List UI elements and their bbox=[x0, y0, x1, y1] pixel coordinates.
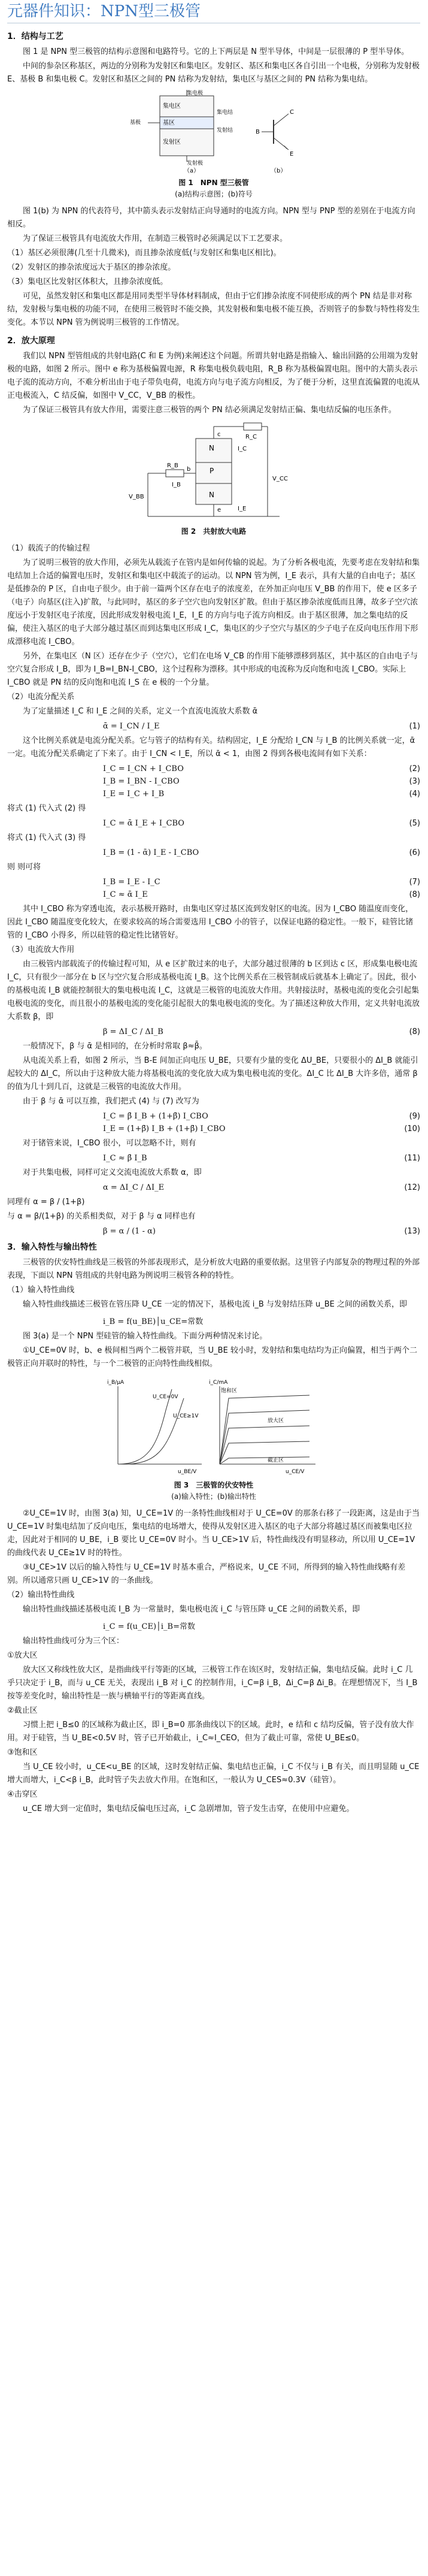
paragraph: 由三极管内部载流子的传输过程可知，从 e 区扩散过来的电子，大部分越过很薄的 b 区到达 c 区，形成集电极电流 I_C，只有很少一部分在 b 区与空穴复合形成基极电流 I_B。这个比例关系在三极管制成后就基本上确定了。因此，很小的基极电流 I_B 就能控制很大的集电极电流 I_C，这就是三极管的电流放大作用。共射接法时，基极电流的变化会引起集电极电流的变化，而且很小的基极电流的变化能引起很大的集电极电流的变化。为了描述这种放大作用，定义共射电流放大系数 β，即 bbox=[7, 960, 420, 1021]
subheading: （2）电流分配关系 bbox=[7, 693, 75, 702]
diagram-label: C bbox=[290, 109, 294, 116]
figure-2 bbox=[7, 421, 420, 536]
figure-caption: 图 3 三极管的伏安特性 bbox=[174, 1481, 254, 1489]
equation: i_C = f(u_CE)│i_B=常数 bbox=[103, 1622, 195, 1631]
axis-label: u_BE/V bbox=[178, 1469, 197, 1475]
equation: I_B = I_BN - I_CBO (3) bbox=[103, 777, 420, 786]
subheading: ③饱和区 bbox=[7, 1748, 38, 1757]
diagram-label: 发射极 bbox=[187, 161, 204, 167]
paragraph: 为了保证三极管具有放大作用，需要注意三极管的两个 PN 结必须满足发射结正偏、集电结反偏的电压条件。 bbox=[23, 406, 396, 415]
diagram-label: E bbox=[290, 151, 294, 158]
paragraph: 三极管的伏安特性曲线是三极管的外部表现形式，是分析放大电路的重要依据。这里管子内部复杂的物理过程的外部表现，下面以 NPN 管组成的共射电路为例说明三极管各种的特性。 bbox=[7, 1258, 420, 1280]
paragraph: 图 3(a) 是一个 NPN 型硅管的输入特性曲线。下面分两种情况来讨论。 bbox=[23, 1332, 268, 1341]
equation: I_C ≈ ᾱ I_E (8) bbox=[103, 890, 420, 899]
diagram-label: V_CC bbox=[272, 476, 288, 482]
paragraph: ②U_CE=1V 时，由图 3(a) 知，U_CE=1V 的一条特性曲线相对于 U_CE=0V 的那条右移了一段距离，这是由于当 U_CE=1V 时集电结加了反向电压，集电结的电场增大，使得从发射区进入基区的电子大部分将越过基区而被集电区拉走，因此对于相同的 U_BE，i_B 要比 U_CE=0V 时小。当 U_CE>1V 后，特性曲线没有明显移动，所以用 U_CE=1V 的曲线代表 U_CE≥1V 时的特性。 bbox=[7, 1509, 420, 1558]
common-emitter-circuit bbox=[124, 421, 303, 522]
diagram-label: b bbox=[187, 466, 191, 473]
paragraph: 可见，虽然发射区和集电区都是用同类型半导体材料制成，但由于它们掺杂浓度不同使形成的两个 PN 结是非对称结，发射极与集电极的功能不同，在使用三极管时不能交换，其发射极和集电极不能互换，否则管子的参数与特性将发生变化。本节以 NPN 管为例说明三极管的工作情况。 bbox=[7, 292, 420, 327]
subheading: ②截止区 bbox=[7, 1706, 38, 1715]
paragraph: 对于共集电极，同样可定义交流电流放大系数 α，即 bbox=[23, 1168, 202, 1177]
equation: β = α / (1 - α) (13) bbox=[103, 1227, 420, 1236]
equation: I_C = ᾱ I_E + I_CBO (5) bbox=[103, 819, 420, 828]
diagram-label: 集电极 bbox=[187, 90, 204, 96]
diagram-label: B bbox=[256, 129, 260, 135]
article-content bbox=[7, 25, 420, 1817]
axis-label: u_CE/V bbox=[286, 1469, 305, 1475]
input-characteristic-plot bbox=[107, 1380, 202, 1475]
diagram-label: 发射区 bbox=[163, 139, 181, 146]
npn-symbol bbox=[256, 109, 294, 174]
figure-1 bbox=[7, 90, 420, 199]
paragraph: 从电流关系上看，如图 2 所示，当 B-E 间加正向电压 U_BE，只要有少量的变化 ΔU_BE，只要很小的 ΔI_B 就能引起较大的 ΔI_C，所以由于这种放大能力将基极电流的变化放大成为集电极电流的变化。ΔI_C 比 ΔI_B 大许多倍，通常 β 的值为几十到几百，这就是三极管的电流放大作用。 bbox=[7, 1056, 418, 1092]
paragraph: 这个比例关系就是电流分配关系。它与管子的结构有关。结构固定，I_E 分配给 I_CN 与 I_B 的比例关系就一定，ᾱ 一定。电流分配关系确定了下来了。由于 I_CN < I_E，所以 ᾱ < 1，由图 2 得到各极电流间有如下关系： bbox=[7, 736, 415, 758]
paragraph: 一般情况下，β 与 ᾱ 是相同的，在分析时常取 β≈β̄。 bbox=[23, 1042, 207, 1051]
diagram-label: 集电结 bbox=[217, 110, 233, 116]
paragraph: 习惯上把 i_B≤0 的区域称为截止区，即 i_B=0 那条曲线以下的区域。此时，e 结和 c 结均反偏，管子没有放大作用。对于硅管，当 U_BE<0.5V 时，管子已开始截止，i_C≈I_CEO，但为了截止可靠，常使 U_BE≤0。 bbox=[7, 1721, 414, 1743]
equation: i_B = f(u_BE)│u_CE=常数 bbox=[103, 1317, 204, 1326]
page-title: 元器件知识：NPN型三极管 bbox=[7, 0, 420, 23]
equation: I_C = β̄ I_B + (1+β̄) I_CBO (9) bbox=[103, 1112, 420, 1121]
list-item: （1）基区必须很薄(几至十几微米)，而且掺杂浓度低(与发射区和集电区相比)。 bbox=[7, 249, 281, 258]
diagram-label: R_C bbox=[245, 434, 257, 440]
equation: I_B = I_E - I_C (7) bbox=[103, 878, 420, 887]
paragraph: 同理有 α = β / (1+β) bbox=[7, 1198, 85, 1207]
subheading: （3）电流放大作用 bbox=[7, 945, 75, 954]
paragraph: 中间的参杂区称基区，两边的分别称为发射区和集电区。发射区、基区和集电区各自引出一个电极，分别称为发射极 E、基极 B 和集电极 C。发射区和基区之间的 PN 结称为发射结，集电区与基区之间的 PN 结称为集电结。 bbox=[7, 62, 420, 84]
section-heading-amplification: 2．放大原理 bbox=[7, 336, 55, 346]
paragraph: 为了定量描述 I_C 和 I_E 之间的关系，定义一个直流电流放大系数 ᾱ bbox=[23, 707, 258, 716]
diagram-label: 基区 bbox=[163, 120, 175, 126]
paragraph: 其中 I_CBO 称为穿透电流，表示基极开路时，由集电区穿过基区流到发射区的电流。因为 I_CBO 随温度而变化，因此 I_CBO 随温度变化较大，在要求较高的场合需要选用 I_CBO 小的管子，以保证电路的稳定性。一般下，硅管比锗管的 I_CBO 小得多，所以硅管的稳定性比锗管好。 bbox=[7, 905, 414, 940]
diagram-label: e bbox=[217, 507, 221, 513]
iv-characteristics bbox=[106, 1374, 321, 1476]
paragraph: 我们以 NPN 型管组成的共射电路(C 和 E 为例)来阐述这个问题。所谓共射电路是指输入、输出回路的公用端为发射极的电路，如图 2 所示。图中 e 称为基极偏置电源，R 称集电极负载电阻，R_B 称为基极偏置电阻。图中的大箭头表示电子流的流动方向，不难分析出由于电子带负电荷，电流方向与电子流方向相反，为了便于分析，这里直流偏置的电流从正电极流入，C 结反偏，如图中 V_CC，V_BB 的极性。 bbox=[7, 352, 420, 400]
paragraph: ①U_CE=0V 时，b、e 极间相当两个二极管并联，当 U_BE 较小时，发射结和集电结均为正向偏置，相当于两个二极管正向并联时的特性，与一个二极管的正向特性曲线相似。 bbox=[7, 1346, 417, 1368]
diagram-label: 发射结 bbox=[217, 128, 233, 134]
paragraph: 将式 (1) 代入式 (3) 得 bbox=[7, 833, 86, 842]
curve-label: U_CE=0V bbox=[153, 1394, 178, 1400]
figure-caption: 图 2 共射放大电路 bbox=[181, 527, 247, 536]
paragraph: 则 则可将 bbox=[7, 863, 41, 872]
diagram-label: N bbox=[209, 444, 214, 452]
equation: I_B = (1 - ᾱ) I_E - I_CBO (6) bbox=[103, 848, 420, 857]
paragraph: 另外，在集电区（N 区）还存在少子（空穴），它们在电场 V_CB 的作用下能够漂移到基区，其中基区的自由电子与空穴复合形成 I_B，即为 I_B=I_BN-I_CBO，这个过程称为漂移。其中形成的电流称为反向饱和电流 I_CBO。实际上 I_CBO 就是 PN 结的反向饱和电流 I_S 在 e 极的一个分量。 bbox=[7, 652, 418, 687]
region-label: 饱和区 bbox=[221, 1388, 238, 1394]
paragraph: u_CE 增大到一定值时，集电结反偏电压过高，i_C 急剧增加，管子发生击穿，在使用中应避免。 bbox=[23, 1804, 354, 1813]
equation: I_E = I_C + I_B (4) bbox=[103, 790, 420, 799]
diagram-label: I_E bbox=[238, 506, 247, 512]
diagram-label: 集电区 bbox=[163, 103, 181, 110]
region-label: 截止区 bbox=[268, 1458, 284, 1464]
subheading: ④击穿区 bbox=[7, 1790, 38, 1799]
equation: I_C ≈ β̄ I_B (11) bbox=[103, 1154, 420, 1163]
npn-structure-diagram bbox=[118, 90, 309, 174]
region-label: 放大区 bbox=[268, 1418, 284, 1424]
figure-caption: 图 1 NPN 型三极管 bbox=[178, 179, 249, 187]
diagram-sub-label: （b） bbox=[271, 168, 287, 174]
diagram-label: N bbox=[209, 491, 214, 499]
subheading: （1）输入特性曲线 bbox=[7, 1286, 75, 1295]
diagram-label: I_B bbox=[172, 482, 181, 488]
subheading: ①放大区 bbox=[7, 1651, 38, 1660]
paragraph: 图 1(b) 为 NPN 的代表符号，其中箭头表示发射结正向导通时的电流方向。NPN 型与 PNP 型的差别在于电流方向相反。 bbox=[7, 207, 415, 229]
curve-label: U_CE≥1V bbox=[173, 1413, 199, 1419]
diagram-label: R_B bbox=[167, 462, 178, 469]
section-heading-characteristics: 3．输入特性与输出特性 bbox=[7, 1242, 97, 1252]
paragraph: 输入特性曲线描述三极管在管压降 U_CE 一定的情况下，基极电流 i_B 与发射结压降 u_BE 之间的函数关系，即 bbox=[23, 1300, 408, 1309]
list-item: （2）发射区的掺杂浓度远大于基区的掺杂浓度。 bbox=[7, 263, 176, 272]
paragraph: 对于锗管来说，I_CBO 很小，可以忽略不计，则有 bbox=[23, 1139, 196, 1148]
paragraph: 为了说明三极管的放大作用，必须先从载流子在管内是如何传输的说起。为了分析各极电流，先要考虑在发射结和集电结加上合适的偏置电压时，发射区和集电区中载流子的运动。以 NPN 管为例，I_E 表示，具有大量的自由电子；基区是低掺杂的 P 区，自由电子很少。由于前一篇两个区存在电子的浓度差，在外加正向电压 V_BB 的作用下，使 e 区多子（电子）向基区(注入)扩散，与此同时，基区的多子空穴也向发射区扩散。但由于基区掺杂浓度低而且薄，故多子空穴浓度远小于发射区电子浓度，因此形成发射极电流 I_E，I_E 的方向与电子流方向相反。由于基区很薄，加之集电结的反偏，使注入基区的电子大部分越过基区而到达集电区形成 I_C，集电区的少子空穴与基区的少子电子在反向电压作用下形成漂移电流 I_CBO。 bbox=[7, 558, 420, 646]
paragraph: 输出特性曲线可分为三个区： bbox=[23, 1637, 125, 1646]
diagram-label: c bbox=[217, 431, 221, 438]
subheading: （2）输出特性曲线 bbox=[7, 1591, 75, 1600]
list-item: （3）集电区比发射区体积大，且掺杂浓度低。 bbox=[7, 277, 168, 286]
paragraph: 为了保证三极管具有电流放大作用，在制造三极管时必须满足以下工艺要求。 bbox=[23, 234, 288, 243]
section-heading-structure: 1．结构与工艺 bbox=[7, 32, 63, 41]
equation: α = ΔI_C / ΔI_E (12) bbox=[103, 1183, 420, 1192]
axis-label: i_C/mA bbox=[209, 1380, 228, 1386]
equation: ᾱ = I_CN / I_E (1) bbox=[103, 722, 420, 731]
equation: I_C = I_CN + I_CBO (2) bbox=[103, 764, 420, 773]
diagram-label: P bbox=[210, 467, 214, 475]
figure-subcaption: (a)结构示意图；(b)符号 bbox=[175, 190, 253, 198]
subheading: （1）载流子的传输过程 bbox=[7, 544, 90, 553]
equation: I_E = (1+β̄) I_B + (1+β̄) I_CBO (10) bbox=[103, 1124, 420, 1133]
paragraph: 将式 (1) 代入式 (2) 得 bbox=[7, 804, 86, 813]
paragraph: 当 U_CE 较小时，u_CE<u_BE 的区域，这时发射结正偏、集电结也正偏，i_C 不仅与 i_B 有关，而且明显随 u_CE 增大而增大，i_C<β i_B，此时管子失去放大作用。在饱和区，一般认为 U_CES≈0.3V（硅管）。 bbox=[7, 1762, 420, 1785]
diagram-label: V_BB bbox=[129, 494, 144, 500]
paragraph: ③U_CE>1V 以后的输入特性与 U_CE=1V 时基本重合，严格说来，U_CE 不同，所得到的输入特性曲线略有差别。所以通常只画 U_CE>1V 的一条曲线。 bbox=[7, 1563, 406, 1585]
paragraph: 放大区又称线性放大区，是指曲线平行等距的区域，三极管工作在该区时，发射结正偏，集电结反偏。此时 i_C 几乎只决定于 i_B，而与 u_CE 无关，表现出 i_B 对 i_C 的控制作用，i_C=β i_B，Δi_C=β Δi_B。在理想情况下，当 I_B 按等差变化时，输出特性是一族与横轴平行的等距离直线。 bbox=[7, 1665, 418, 1701]
paragraph: 输出特性曲线描述基极电流 I_B 为一常量时，集电极电流 i_C 与管压降 u_CE 之间的函数关系，即 bbox=[23, 1605, 360, 1614]
diagram-label: I_C bbox=[238, 446, 247, 452]
paragraph: 图 1 是 NPN 型三极管的结构示意图和电路符号。它的上下两层是 N 型半导体，中间是一层很薄的 P 型半导体。 bbox=[23, 47, 409, 56]
figure-3 bbox=[7, 1374, 420, 1501]
diagram-sub-label: （a） bbox=[184, 168, 200, 174]
diagram-label: 基极 bbox=[130, 120, 141, 126]
figure-subcaption: (a)输入特性；(b)输出特性 bbox=[171, 1492, 256, 1501]
paragraph: 与 α = β/(1+β) 的关系相类似，对于 β 与 α 同样也有 bbox=[7, 1212, 196, 1221]
paragraph: 由于 β 与 ᾱ 可以互推，我们把式 (4) 与 (7) 改写为 bbox=[23, 1097, 199, 1106]
output-characteristic-plot bbox=[209, 1380, 315, 1475]
axis-label: i_B/μA bbox=[107, 1380, 125, 1386]
equation: β = ΔI_C / ΔI_B (8) bbox=[103, 1027, 420, 1036]
